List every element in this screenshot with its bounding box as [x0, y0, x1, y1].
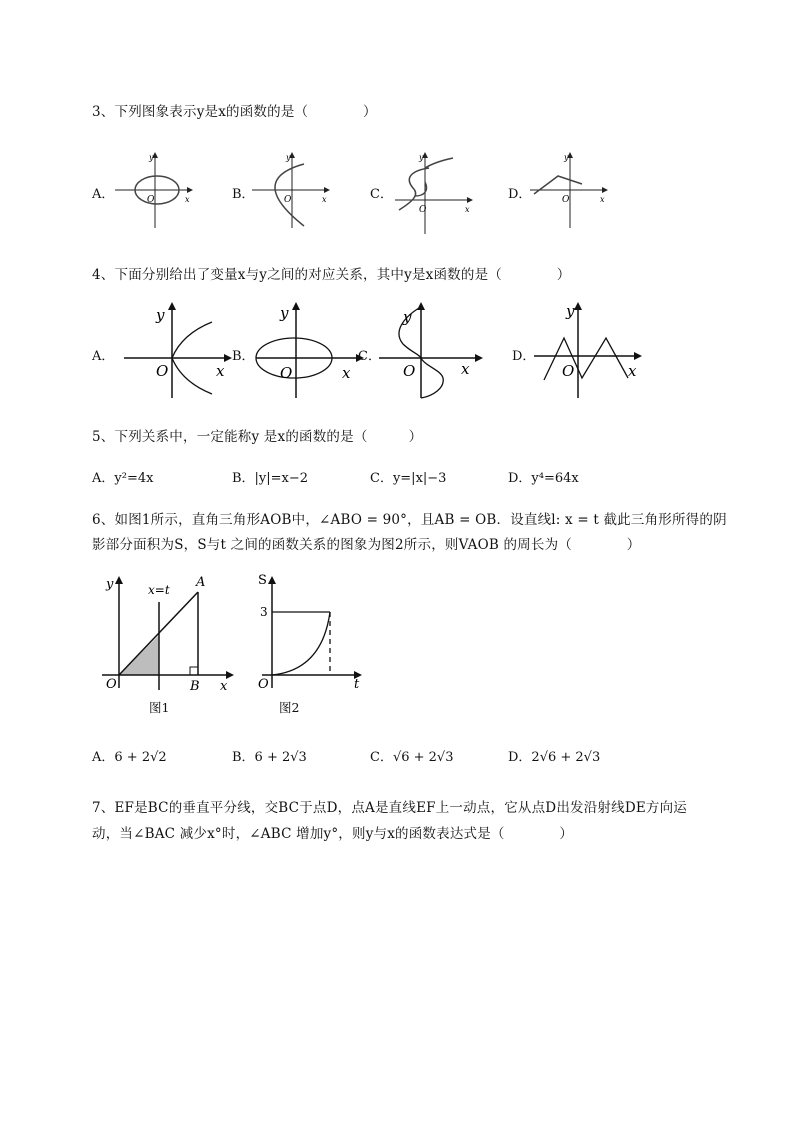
- q6-figure-2: [252, 572, 367, 692]
- q6-option-a: A．6 + 2√2: [92, 750, 167, 765]
- q4a-y-label: y: [156, 306, 165, 324]
- q6f1-o-label: O: [106, 677, 117, 692]
- q3a-origin-label: O: [147, 195, 155, 205]
- q6-stem-line2: 影部分面积为S，S与t 之间的函数关系的图象为图2所示，则VAOB 的周长为（ ）: [92, 537, 641, 553]
- q6-figure-1: [92, 572, 237, 692]
- q3c-x-label: x: [465, 205, 470, 214]
- q3-graph-a: [115, 150, 195, 230]
- q6-stem-line1: 6、如图1所示，直角三角形AOB中，∠ABO = 90°，且AB = OB．设直线l: x = t 截此三角形所得的阴: [92, 512, 727, 528]
- q3a-y-label: y: [149, 153, 154, 162]
- q3c-origin-label: O: [419, 205, 427, 215]
- q6f2-s-label: S: [258, 573, 267, 588]
- q4a-x-label: x: [216, 362, 225, 380]
- q4d-y-label: y: [566, 302, 575, 320]
- q4-graph-b: [252, 300, 367, 400]
- q5-stem: 5、下列关系中，一定能称y 是x的函数的是（ ）: [92, 429, 423, 445]
- q3b-origin-label: O: [284, 195, 292, 205]
- q7-stem-line1: 7、EF是BC的垂直平分线，交BC于点D，点A是直线EF上一动点，它从点D出发沿射线DE方向运: [92, 800, 688, 816]
- q4-option-d-label: D．: [512, 349, 536, 364]
- q4-option-c-label: C．: [358, 349, 381, 364]
- q6-option-d: D．2√6 + 2√3: [508, 750, 601, 765]
- q6f1-line-label: x=t: [148, 583, 170, 597]
- q6f1-a-label: A: [196, 575, 206, 590]
- q4-graph-d: [530, 300, 650, 400]
- q5-option-b: B．|y|=x−2: [232, 471, 309, 486]
- q3-graph-c: [395, 150, 480, 235]
- q4b-origin-label: O: [280, 364, 293, 382]
- q4c-origin-label: O: [403, 362, 416, 380]
- q3d-x-label: x: [600, 195, 605, 204]
- q4-stem: 4、下面分别给出了变量x与y之间的对应关系，其中y是x函数的是（ ）: [92, 267, 571, 283]
- q4c-x-label: x: [461, 360, 470, 378]
- q6f2-t-label: t: [354, 677, 360, 692]
- q3-graph-d: [530, 150, 610, 230]
- q3c-y-label: y: [419, 153, 424, 162]
- q5-option-d: D．y⁴=64x: [508, 471, 579, 486]
- q3d-origin-label: O: [562, 195, 570, 205]
- q4-graph-c: [375, 300, 490, 400]
- q4a-origin-label: O: [156, 362, 169, 380]
- q4d-origin-label: O: [562, 362, 575, 380]
- q4c-y-label: y: [403, 308, 412, 326]
- q3-stem: 3、下列图象表示y是x的函数的是（ ）: [92, 104, 377, 120]
- q5-option-c: C．y=|x|−3: [370, 471, 447, 486]
- q6f2-three-label: 3: [260, 605, 268, 619]
- q3-option-a-label: A．: [92, 187, 115, 202]
- q4-graph-a: [120, 300, 235, 400]
- q6-option-c: C．√6 + 2√3: [370, 750, 454, 765]
- q3b-y-label: y: [286, 153, 291, 162]
- q3b-x-label: x: [322, 195, 327, 204]
- q4-option-a-label: A．: [92, 349, 115, 364]
- q6-figure-1-caption: 图1: [149, 700, 170, 715]
- q6f2-o-label: O: [258, 677, 269, 692]
- q3-option-b-label: B．: [232, 187, 255, 202]
- q5-option-a: A．y²=4x: [92, 471, 154, 486]
- q6f1-b-label: B: [190, 679, 200, 694]
- q4b-x-label: x: [342, 364, 351, 382]
- q6f1-y-label: y: [106, 577, 114, 592]
- q3-option-d-label: D．: [508, 187, 532, 202]
- q6-option-b: B．6 + 2√3: [232, 750, 307, 765]
- q6-figure-2-caption: 图2: [279, 700, 300, 715]
- q4b-y-label: y: [280, 304, 289, 322]
- q4-option-b-label: B．: [232, 349, 255, 364]
- q3-graph-b: [252, 150, 332, 230]
- q3d-y-label: y: [564, 153, 569, 162]
- q6f1-x-label: x: [220, 679, 228, 694]
- q4d-x-label: x: [628, 362, 637, 380]
- q3a-x-label: x: [185, 195, 190, 204]
- q3-option-c-label: C．: [370, 187, 393, 202]
- q7-stem-line2: 动，当∠BAC 减少x°时，∠ABC 增加y°，则y与x的函数表达式是（ ）: [92, 826, 574, 842]
